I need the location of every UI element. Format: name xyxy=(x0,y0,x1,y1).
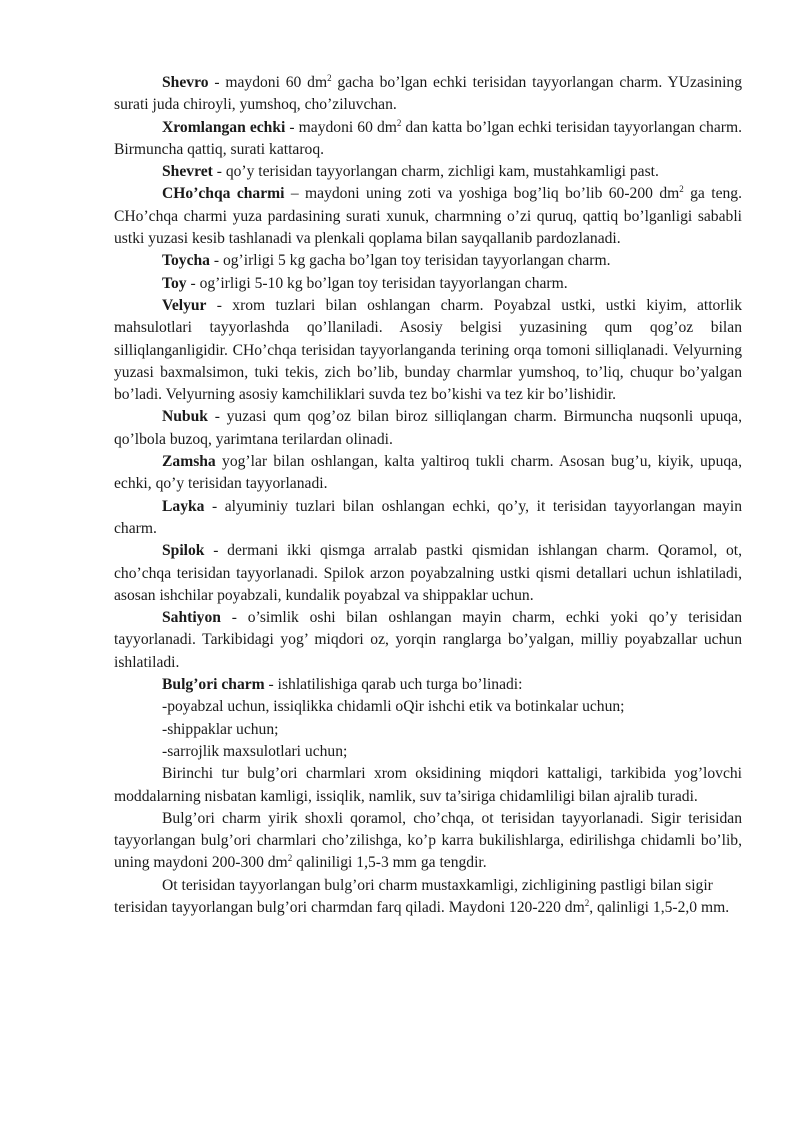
paragraph-bulgori-charm: Bulg’ori charm - ishlatilishiga qarab uch turga bo’linadi: xyxy=(162,676,523,694)
paragraph-chochqa-charmi: CHo’chqa charmi – maydoni uning zoti va yoshiga bog’liq bo’lib 60-200 $dm^2$ ga teng. CHo’chqa charmi yuza pardasining surati xunuk, charmning o’zi quruq, qattiq bo’lganligi sababli ustki yuzasi kesib tashlanadi va plenkali qoplama bilan sayqallanib pardozlanadi. xyxy=(114,184,742,248)
superscript: 2 xyxy=(396,117,402,128)
paragraph-toycha: Toycha - og’irligi 5 kg gacha bo’lgan toy terisidan tayyorlangan charm. xyxy=(162,252,611,270)
superscript: 2 xyxy=(584,897,590,908)
paragraph-velyur: Velyur - xrom tuzlari bilan oshlangan charm. Poyabzal ustki, ustki kiyim, attorlik mahsulotlari tayyorlashda qo’llaniladi. Asosiy belgisi yuzasining qum qog’oz bilan silliqlanganligidir. CHo’chqa terisidan tayyorlanganda terining orqa tomoni silliqlanadi. Velyurning yuzasi baxmalsimon, tuki tekis, zich bo’lib, bunday charmlar yumshoq, to’liq, chuqur bo’yalgan bo’ladi. Velyurning asosiy kamchiliklari suvda tez bo’kishi va tez kir bo’lishidir. xyxy=(114,296,742,404)
term-layka: Layka xyxy=(162,497,205,515)
term-velyur: Velyur xyxy=(162,296,207,314)
paragraph-nubuk: Nubuk - yuzasi qum qog’oz bilan biroz silliqlangan charm. Birmuncha nuqsonli upuqa, qo’lbola buzoq, yarimtana terilardan olinadi. xyxy=(114,408,742,448)
paragraph-sahtiyon: Sahtiyon - o’simlik oshi bilan oshlangan mayin charm, echki yoki qo’y terisidan tayyorlanadi. Tarkibidagi yog’ miqdori oz, yorqin ranglarga bo’yalgan, milliy poyabzallar uchun ishlatiladi. xyxy=(114,609,742,671)
term-toy: Toy xyxy=(162,274,187,292)
list-item-poyabzal: -poyabzal uchun, issiqlikka chidamli oQir ishchi etik va botinkalar uchun; xyxy=(162,698,625,716)
term-sahtiyon: Sahtiyon xyxy=(162,609,221,627)
term-xromlangan-echki: Xromlangan echki xyxy=(162,118,286,136)
paragraph-toy: Toy - og’irligi 5-10 kg bo’lgan toy terisidan tayyorlangan charm. xyxy=(162,274,568,292)
paragraph-zamsha: Zamsha yog’lar bilan oshlangan, kalta yaltiroq tukli charm. Asosan bug’u, kiyik, upuqa, echki, qo’y terisidan tayyorlanadi. xyxy=(114,453,742,493)
paragraph-spilok: Spilok - dermani ikki qismga arralab pastki qismidan ishlangan charm. Qoramol, ot, cho’chqa terisidan tayyorlanadi. Spilok arzon poyabzalning ustki qismi detallari uchun ishlatiladi, asosan ishchilar poyabzali, kundalik poyabzal va shippaklar uchun. xyxy=(114,542,742,604)
term-shevret: Shevret xyxy=(162,163,213,181)
list-item-shippaklar: -shippaklar uchun; xyxy=(162,720,279,738)
term-shevro: Shevro xyxy=(162,74,209,91)
term-toycha: Toycha xyxy=(162,252,210,270)
superscript: 2 xyxy=(287,853,293,864)
term-bulgori-charm: Bulg’ori charm xyxy=(162,676,265,694)
term-chochqa-charmi: CHo’chqa charmi xyxy=(162,185,285,203)
paragraph-xromlangan-echki: Xromlangan echki - maydoni 60 $dm^2$ dan katta bo’lgan echki terisidan tayyorlangan charm. Birmuncha qattiq, surati kattaroq. xyxy=(114,117,742,158)
term-zamsha: Zamsha xyxy=(162,453,216,471)
term-spilok: Spilok xyxy=(162,542,205,560)
term-nubuk: Nubuk xyxy=(162,408,208,426)
superscript: 2 xyxy=(327,73,332,83)
paragraph-bulgori-sigir: Bulg’ori charm yirik shoxli qoramol, cho’chqa, ot terisidan tayyorlanadi. Sigir terisidan tayyorlangan bulg’ori charmlari cho’zilishga, ko’p karra bukilishlarga, edirilishga chidamli bo’lib, uning maydoni 200-300 $dm^2$ qaliniligi 1,5-3 mm ga tengdir. xyxy=(114,809,742,872)
paragraph-layka: Layka - alyuminiy tuzlari bilan oshlangan echki, qo’y, it terisidan tayyorlangan mayin charm. xyxy=(114,497,742,537)
list-item-sarrojlik: -sarrojlik maxsulotlari uchun; xyxy=(162,742,348,760)
paragraph-shevro: Shevro - maydoni 60 $dm^2$ gacha bo’lgan echki terisidan tayyorlangan charm. YUzasining surati juda chiroyli, yumshoq, cho’ziluvchan. xyxy=(114,73,742,114)
paragraph-birinchi-tur: Birinchi tur bulg’ori charmlari xrom oksidining miqdori kattaligi, tarkibida yog’lovchi moddalarning nisbatan kamligi, issiqlik, namlik, suv ta’siriga chidamliligi bilan ajralib turadi. xyxy=(114,765,742,805)
paragraph-shevret: Shevret - qo’y terisidan tayyorlangan charm, zichligi kam, mustahkamligi past. xyxy=(162,163,659,181)
document-page xyxy=(114,72,742,919)
paragraph-ot-terisi: Ot terisidan tayyorlangan bulg’ori charm mustaxkamligi, zichligining pastligi bilan sigir terisidan tayyorlangan bulg’ori charmdan farq qiladi. Maydoni 120-220 $dm^2$, qalinligi 1,5-2,0 mm. xyxy=(114,876,730,916)
superscript: 2 xyxy=(679,184,684,195)
